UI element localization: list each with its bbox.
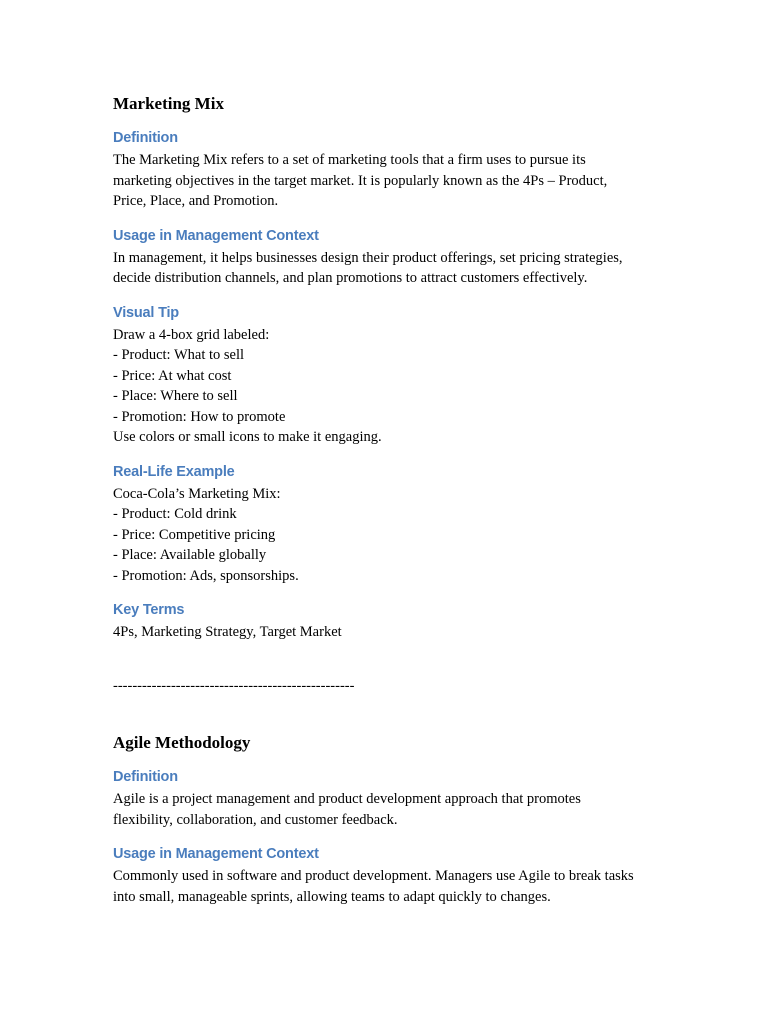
separator: -------------------------------------------------- bbox=[113, 677, 355, 694]
section-title: Marketing Mix bbox=[113, 94, 224, 113]
text-line: - Product: What to sell bbox=[113, 347, 245, 363]
text-line: flexibility, collaboration, and customer feedback. bbox=[113, 811, 398, 828]
block-usage bbox=[113, 226, 673, 289]
block-text bbox=[113, 325, 673, 448]
block-heading: Definition bbox=[113, 769, 178, 785]
text-line: The Marketing Mix refers to a set of marketing tools that a firm uses to pursue its bbox=[113, 152, 586, 168]
section-marketing-mix bbox=[113, 92, 673, 643]
block-text bbox=[113, 484, 673, 587]
block-visual-tip bbox=[113, 303, 673, 448]
block-key-terms bbox=[113, 600, 673, 643]
text-line: marketing objectives in the target market. It is popularly known as the 4Ps – Product, bbox=[113, 172, 608, 189]
text-line: In management, it helps businesses design their product offerings, set pricing strategies, bbox=[113, 249, 623, 266]
text-line: Commonly used in software and product development. Managers use Agile to break tasks bbox=[113, 868, 634, 884]
block-definition bbox=[113, 767, 673, 830]
section-title: Agile Methodology bbox=[113, 733, 251, 752]
block-definition bbox=[113, 128, 673, 212]
block-example bbox=[113, 462, 673, 587]
text-line: - Place: Available globally bbox=[113, 547, 267, 563]
block-heading: Definition bbox=[113, 130, 178, 146]
text-line: Use colors or small icons to make it engaging. bbox=[113, 429, 382, 445]
text-line: - Product: Cold drink bbox=[113, 506, 237, 522]
block-heading: Usage in Management Context bbox=[113, 227, 319, 244]
text-line: - Promotion: Ads, sponsorships. bbox=[113, 567, 299, 584]
text-line: - Price: Competitive pricing bbox=[113, 526, 276, 543]
block-text bbox=[113, 622, 673, 643]
text-line: Price, Place, and Promotion. bbox=[113, 193, 279, 209]
text-line: 4Ps, Marketing Strategy, Target Market bbox=[113, 624, 342, 640]
text-line: - Promotion: How to promote bbox=[113, 408, 286, 425]
block-text bbox=[113, 866, 673, 907]
block-text bbox=[113, 248, 673, 289]
block-text bbox=[113, 789, 673, 830]
block-heading: Key Terms bbox=[113, 602, 185, 618]
text-line: into small, manageable sprints, allowing teams to adapt quickly to changes. bbox=[113, 888, 551, 905]
block-usage bbox=[113, 844, 673, 907]
text-line: - Place: Where to sell bbox=[113, 388, 238, 404]
text-line: Coca-Cola’s Marketing Mix: bbox=[113, 485, 281, 502]
block-heading: Visual Tip bbox=[113, 304, 179, 321]
section-agile-methodology bbox=[113, 731, 673, 907]
block-text bbox=[113, 150, 673, 212]
text-line: decide distribution channels, and plan promotions to attract customers effectively. bbox=[113, 270, 588, 286]
text-line: - Price: At what cost bbox=[113, 367, 232, 384]
block-heading: Usage in Management Context bbox=[113, 846, 319, 862]
text-line: Agile is a project management and product development approach that promotes bbox=[113, 791, 581, 807]
block-heading: Real-Life Example bbox=[113, 463, 235, 480]
document-page bbox=[113, 92, 673, 907]
text-line: Draw a 4-box grid labeled: bbox=[113, 326, 270, 343]
